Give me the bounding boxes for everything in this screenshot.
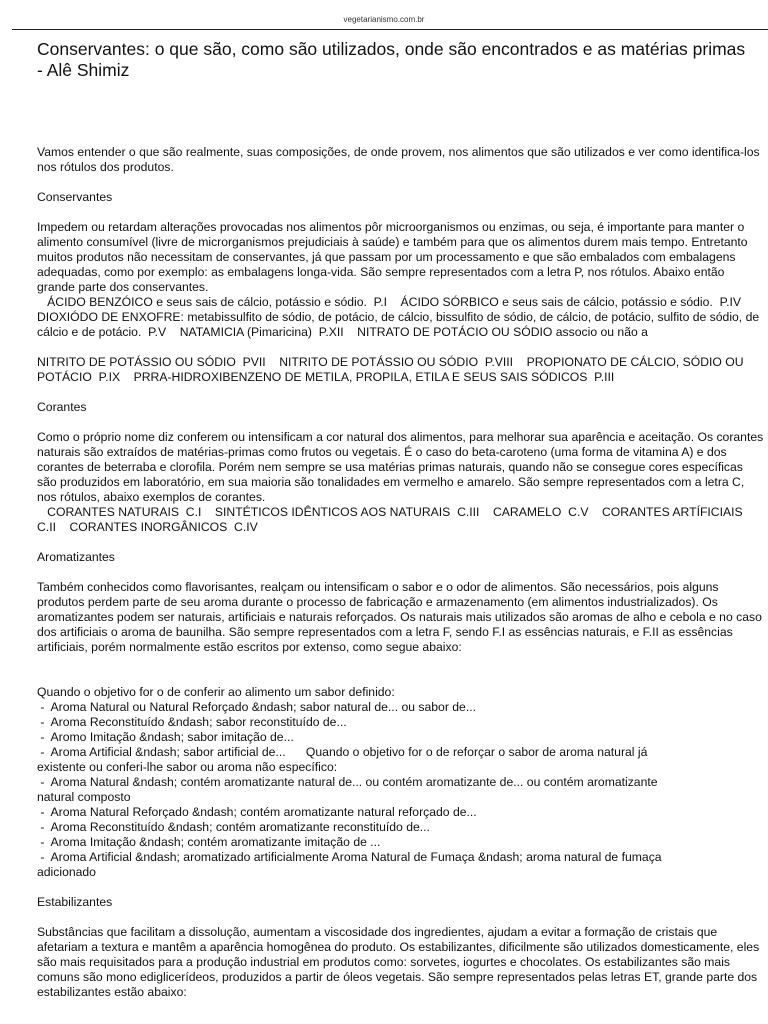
estabilizantes-paragraph: Substâncias que facilitam a dissolução, aumentam a viscosidade dos ingredientes, ajudam a evitar a formação de cristais que afetariam a textura e mantêm a aparência homogênea do produto. Os estabilizantes, dificilmente são utilizados domesticamente, eles são mais requisitados para a produção industrial em produtos como: sorvetes, iogurtes e chocolates. Os estabilizantes são mais comuns são mono ediglicerídeos, produzidos a partir de óleos vegetais. São sempre representados pelas letras ET, grande parte dos estabilizantes estão abaixo: [37,925,760,999]
header-divider [12,29,768,30]
page-title: Conservantes: o que são, como são utilizados, onde são encontrados e as matérias primas - Alê Shimiz [37,39,746,80]
corantes-list: CORANTES NATURAIS C.I SINTÉTICOS IDÊNTICOS AOS NATURAIS C.III CARAMELO C.V CORANTES ARTÍFICIAIS C.II CORANTES INORGÂNICOS C.IV [37,505,750,534]
conservantes-list: ÁCIDO BENZÓICO e seus sais de cálcio, potássio e sódio. P.I ÁCIDO SÓRBICO e seus sais de cálcio, potássio e sódio. P.IV DIOXIÓDO DE ENXOFRE: metabissulfito de sódio, de potácio, de cálcio, bissulfito de sódio, de cálcio, de potácio, sulfito de sódio, de cálcio e de potácio. P.V NATAMICIA (Pimaricina) P.XII NITRATO DE POTÁCIO OU SÓDIO associo ou não a [37,295,763,339]
site-header: vegetarianismo.com.br [343,15,425,24]
section-heading-conservantes: Conservantes [37,190,113,204]
aroma-line: - Aroma Reconstituído &ndash; sabor reconstituído de... [37,715,347,729]
conservantes-paragraph: Impedem ou retardam alterações provocadas nos alimentos pôr microorganismos ou enzimas, ou seja, é importante para manter o alimento consumível (livre de microrganismos prejudiciais à saúde) e também para que os alimentos durem mais tempo. Entretanto muitos produtos não necessitam de conservantes, já que passam por um processamento e que são embalados com embalagens adequadas, como por exemplo: as embalagens longa-vida. São sempre representados com a letra P, nos rótulos. Abaixo então grande parte dos conservantes. [37,220,748,294]
section-heading-corantes: Corantes [37,400,87,414]
aroma-line: existente ou conferi-lhe sabor ou aroma não específico: [37,760,338,774]
aroma-line: Quando o objetivo for o de conferir ao alimento um sabor definido: [37,685,395,699]
section-heading-estabilizantes: Estabilizantes [37,895,113,909]
conservantes-list-continued: NITRITO DE POTÁSSIO OU SÓDIO PVII NITRITO DE POTÁSSIO OU SÓDIO P.VIII PROPIONATO DE CÁLCIO, SÓDIO OU POTÁCIO P.IX PRRA-HIDROXIBENZENO DE METILA, PROPILA, ETILA E SEUS SAIS SÓDICOS P.III [37,355,747,384]
corantes-paragraph: Como o próprio nome diz conferem ou intensificam a cor natural dos alimentos, para melhorar sua aparência e aceitação. Os corantes naturais são extraídos de matérias-primas como frutos ou vegetais. É o caso do beta-caroteno (uma forma de vitamina A) e dos corantes de beterraba e clorofila. Porém nem sempre se usa matérias primas naturais, quando não se consegue cores específicas são produzidos em laboratório, em sua maioria são tonalidades em vermelho e amarelo. São sempre representados com a letra C, nos rótulos, abaixo exemplos de corantes. [37,430,764,504]
aromatizantes-paragraph: Também conhecidos como flavorisantes, realçam ou intensificam o sabor e o odor de alimentos. São necessários, pois alguns produtos perdem parte de seu aroma durante o processo de fabricação e armazenamento (em alimentos industrializados). Os aromatizantes podem ser naturais, artificiais e naturais reforçados. Os naturais mais utilizados são aromas de alho e cebola e no caso dos artificiais o aroma de baunilha. São sempre representados com a letra F, sendo F.I as essências naturais, e F.II as essências artificiais, porém normalmente estão escritos por extenso, como segue abaixo: [37,580,762,654]
aroma-line: - Aroma Artificial &ndash; aromatizado artificialmente Aroma Natural de Fumaça &ndash; aroma natural de fumaça [37,850,662,864]
aroma-line: natural composto [37,790,131,804]
aroma-line: - Aromo Imitação &ndash; sabor imitação de... [37,730,294,744]
aroma-line: - Aroma Natural &ndash; contém aromatizante natural de... ou contém aromatizante de... ou contém aromatizante [37,775,658,789]
aroma-line: adicionado [37,865,96,879]
section-heading-aromatizantes: Aromatizantes [37,550,115,564]
aroma-line: - Aroma Imitação &ndash; contém aromatizante imitação de ... [37,835,381,849]
aroma-line: - Aroma Natural ou Natural Reforçado &ndash; sabor natural de... ou sabor de... [37,700,476,714]
aroma-line: - Aroma Natural Reforçado &ndash; contém aromatizante natural reforçado de... [37,805,477,819]
article-body [37,145,765,1000]
aroma-line: - Aroma Artificial &ndash; sabor artificial de... Quando o objetivo for o de reforçar o sabor de aroma natural já [37,745,648,759]
aroma-line: - Aroma Reconstituído &ndash; contém aromatizante reconstituído de... [37,820,430,834]
intro-paragraph: Vamos entender o que são realmente, suas composições, de onde provem, nos alimentos que são utilizados e ver como identifica-los nos rótulos dos produtos. [37,145,760,174]
aromatizantes-list [37,685,765,880]
